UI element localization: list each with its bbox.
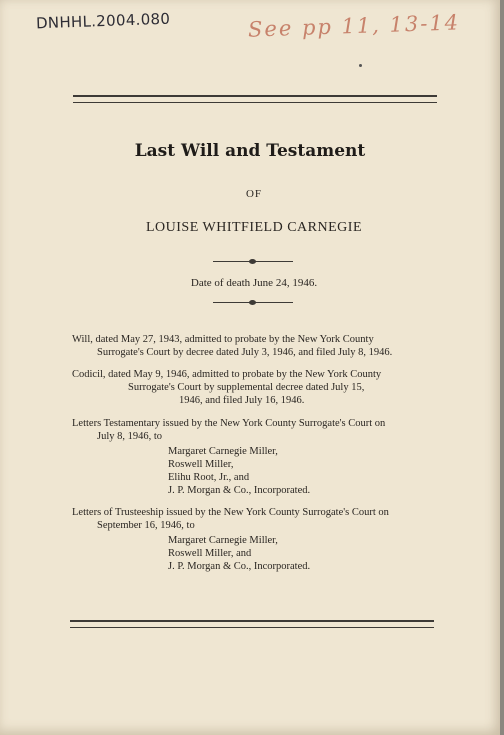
trustee-name: Roswell Miller, and (168, 548, 252, 559)
trustee-name: Margaret Carnegie Miller, (168, 535, 278, 546)
executor-name: Margaret Carnegie Miller, (168, 446, 278, 457)
ornament-divider (213, 300, 293, 306)
codicil-line-2: Surrogate's Court by supplemental decree dated July 15, (128, 382, 365, 393)
letters-trusteeship-line-2: September 16, 1946, to (97, 520, 195, 531)
executor-name: Roswell Miller, (168, 459, 234, 470)
ornament-divider (213, 259, 293, 265)
testator-name: LOUISE WHITFIELD CARNEGIE (146, 220, 362, 235)
document-title: Last Will and Testament (134, 141, 366, 161)
will-line-2: Surrogate's Court by decree dated July 3, 1946, and filed July 8, 1946. (97, 347, 393, 358)
codicil-line-1: Codicil, dated May 9, 1946, admitted to probate by the New York County (72, 369, 382, 380)
letters-trusteeship-paragraph (72, 506, 436, 573)
executor-name: Elihu Root, Jr., and (168, 472, 250, 483)
will-paragraph (72, 333, 436, 359)
letters-testamentary-line-2: July 8, 1946, to (97, 431, 163, 442)
letters-testamentary-paragraph (72, 417, 436, 497)
accession-number-handwritten: DNHHL.2004.080 (35, 9, 171, 33)
trustee-names (72, 534, 436, 573)
page-reference-note-handwritten: See pp 11, 13-14 (247, 10, 461, 42)
date-of-death: Date of death June 24, 1946. (190, 277, 318, 289)
executor-names (72, 445, 436, 497)
trustee-name: J. P. Morgan & Co., Incorporated. (168, 561, 311, 572)
top-double-rule (73, 95, 437, 103)
letters-trusteeship-line-1: Letters of Trusteeship issued by the New York County Surrogate's Court on (72, 507, 389, 518)
will-line-1: Will, dated May 27, 1943, admitted to probate by the New York County (72, 334, 374, 345)
bottom-double-rule (70, 620, 434, 628)
of-label: OF (245, 188, 263, 200)
codicil-line-3: 1946, and filed July 16, 1946. (179, 395, 305, 406)
letters-testamentary-line-1: Letters Testamentary issued by the New York County Surrogate's Court on (72, 418, 386, 429)
executor-name: J. P. Morgan & Co., Incorporated. (168, 485, 311, 496)
codicil-paragraph (72, 368, 436, 407)
ink-dot (359, 64, 362, 67)
